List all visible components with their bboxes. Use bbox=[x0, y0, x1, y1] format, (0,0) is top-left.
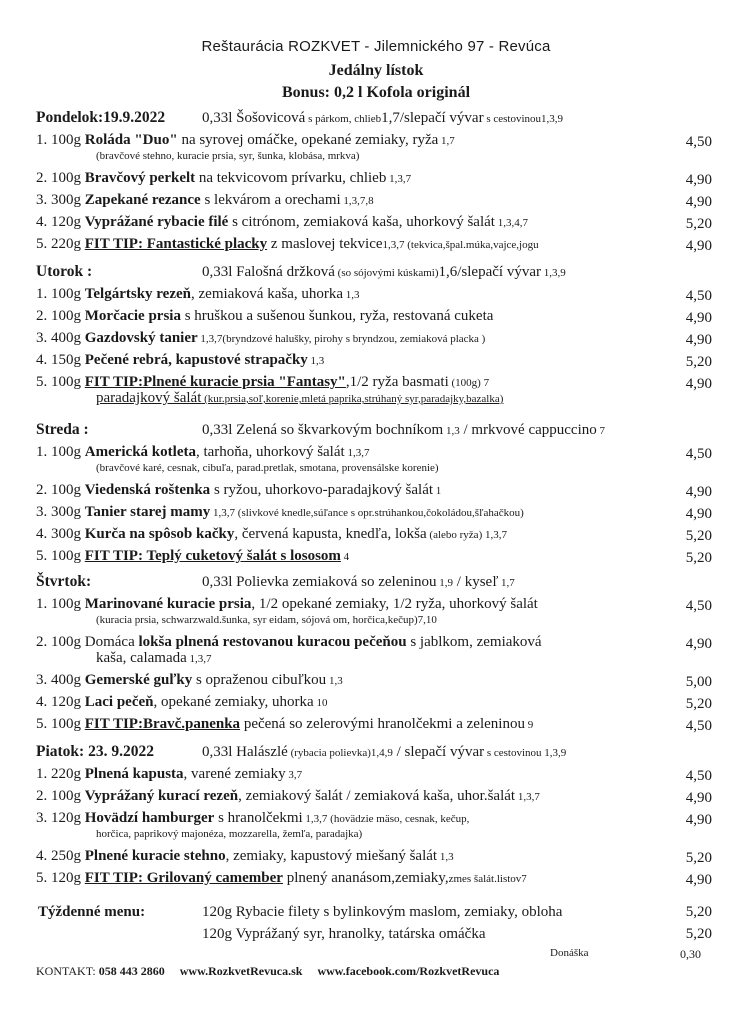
menu-item bbox=[36, 502, 726, 523]
soup-line bbox=[202, 742, 566, 763]
item-ingredients-text: (kur.prsia,soľ,korenie,mletá paprika,strúhaný syr,paradajky,bazalka) bbox=[201, 393, 504, 405]
menu-item bbox=[36, 350, 726, 371]
soup-note: (so sójovými kúskami) bbox=[334, 267, 439, 279]
item-price: 4,50 bbox=[685, 134, 712, 150]
soup-alt-note: s cestovinou 1,3,9 bbox=[484, 747, 567, 759]
item-name: Pečené rebrá, kapustové strapačky bbox=[84, 352, 308, 368]
item-allergens: 1,3,7(bryndzové halušky, pirohy s bryndzou, zemiaková placka ) bbox=[197, 333, 486, 345]
item-portion: 5. 220g bbox=[36, 236, 81, 252]
soup-note: 1,9 bbox=[436, 577, 454, 589]
item-ingredients bbox=[96, 612, 437, 628]
item-allergens: 3,7 bbox=[285, 769, 303, 781]
item-price: 4,90 bbox=[685, 376, 712, 392]
soup-line bbox=[202, 262, 566, 283]
item-allergens: 10 bbox=[313, 697, 328, 709]
item-name: Americká kotleta bbox=[84, 444, 196, 460]
item-allergens: 1,3 bbox=[343, 289, 360, 301]
bonus-line: Bonus: 0,2 l Kofola originál bbox=[281, 84, 471, 101]
item-portion: 2. 100g bbox=[36, 308, 81, 324]
item-allergens: 9 bbox=[524, 719, 534, 731]
item-ingredients-text: (kuracia prsia, schwarzwald.šunka, syr eidam, sójová om, horčica,kečup)7,10 bbox=[96, 614, 437, 626]
item-portion: 5. 100g bbox=[36, 374, 81, 390]
soup-name: Šošovicová bbox=[236, 110, 306, 126]
item-allergens: 1,3,7 (hovädzie mäso, cesnak, kečup, bbox=[302, 813, 470, 825]
item-name: Tanier starej mamy bbox=[84, 504, 211, 520]
menu-item bbox=[36, 212, 726, 233]
item-description: s jablkom, zemiaková bbox=[406, 634, 542, 650]
item-name: Laci pečeň bbox=[84, 694, 154, 710]
day-name: Štvrtok: bbox=[36, 573, 92, 590]
soup-amount: 0,33l bbox=[202, 574, 233, 590]
item-allergens: (100g) 7 bbox=[448, 377, 490, 389]
item-portion: 3. 120g bbox=[36, 810, 81, 826]
soup-name: Zelená so škvarkovým bochníkom bbox=[236, 422, 444, 438]
weekly-item-1-price: 5,20 bbox=[685, 904, 712, 920]
soup-alt-note: 7 bbox=[596, 425, 606, 437]
item-description: , červená kapusta, knedľa, lokša bbox=[234, 526, 427, 542]
contact-footer bbox=[36, 964, 499, 979]
soup-alt-note: s cestovinou1,3,9 bbox=[483, 113, 564, 125]
item-portion: 4. 300g bbox=[36, 526, 81, 542]
item-name: Telgártsky rezeň bbox=[84, 286, 191, 302]
soup-name: Halászlé bbox=[236, 744, 288, 760]
item-allergens: 1 bbox=[433, 485, 442, 497]
menu-item bbox=[36, 234, 726, 255]
item-name: Plnená kapusta bbox=[84, 766, 184, 782]
item-portion: 4. 150g bbox=[36, 352, 81, 368]
item-allergens: zmes šalát.listov7 bbox=[448, 873, 527, 885]
item-price: 4,50 bbox=[685, 288, 712, 304]
item-price: 5,20 bbox=[685, 550, 712, 566]
soup-name: Polievka zemiaková so zeleninou bbox=[236, 574, 437, 590]
item-price: 4,90 bbox=[685, 238, 712, 254]
menu-item bbox=[36, 306, 726, 327]
delivery-price: 0,30 bbox=[680, 947, 701, 961]
item-ingredients-text: (bravčové stehno, kuracie prsia, syr, šunka, klobása, mrkva) bbox=[96, 150, 360, 162]
soup-note: 1,3 bbox=[443, 425, 460, 437]
item-name: Gemerské guľky bbox=[84, 672, 193, 688]
item-description: ,1/2 ryža basmati bbox=[345, 374, 449, 390]
soup-alt: 1,6/slepačí vývar bbox=[438, 264, 541, 280]
item-price: 4,90 bbox=[685, 332, 712, 348]
item-allergens: (alebo ryža) 1,3,7 bbox=[426, 529, 507, 541]
item-name: Zapekané rezance bbox=[84, 192, 201, 208]
item-description: s hruškou a sušenou šunkou, ryža, restovaná cuketa bbox=[180, 308, 494, 324]
item-allergens: 1,3,7 bbox=[186, 653, 212, 665]
item-allergens: 1,3,7 bbox=[344, 447, 370, 459]
item-description: s citrónom, zemiaková kaša, uhorkový šalát bbox=[228, 214, 495, 230]
item-price: 5,20 bbox=[685, 528, 712, 544]
item-portion: 4. 120g bbox=[36, 214, 81, 230]
item-description: z maslovej tekvice bbox=[267, 236, 383, 252]
item-portion: 1. 100g bbox=[36, 286, 81, 302]
item-portion: 3. 300g bbox=[36, 504, 81, 520]
item-description: , opekané zemiaky, uhorka bbox=[153, 694, 314, 710]
day-name: Piatok: 23. 9.2022 bbox=[36, 743, 154, 760]
item-portion: 1. 220g bbox=[36, 766, 81, 782]
menu-item bbox=[36, 692, 726, 713]
menu-item bbox=[36, 480, 726, 501]
item-price: 4,90 bbox=[685, 506, 712, 522]
item-price: 5,20 bbox=[685, 850, 712, 866]
soup-line bbox=[202, 572, 515, 593]
item-name: FIT TIP: Grilovaný camember bbox=[84, 870, 283, 886]
menu-title: Jedálny lístok bbox=[328, 62, 424, 79]
item-price: 5,20 bbox=[685, 354, 712, 370]
day-name: Pondelok:19.9.2022 bbox=[36, 109, 166, 126]
item-portion: 3. 300g bbox=[36, 192, 81, 208]
item-price: 5,00 bbox=[685, 674, 712, 690]
soup-alt: / mrkvové cappuccino bbox=[459, 422, 597, 438]
menu-item bbox=[36, 764, 726, 785]
item-price: 4,90 bbox=[685, 790, 712, 806]
soup-note: s párkom, chlieb bbox=[305, 113, 382, 125]
item-portion: 2. 100g bbox=[36, 634, 81, 650]
item-allergens: 1,3,7 bbox=[386, 173, 412, 185]
menu-item bbox=[36, 546, 726, 567]
item-name: FIT TIP: Fantastické placky bbox=[84, 236, 268, 252]
menu-item bbox=[36, 868, 726, 889]
item-name: Plnené kuracie stehno bbox=[84, 848, 226, 864]
item-ingredients-text: (bravčové karé, cesnak, cibuľa, parad.pretlak, smotana, provensálske korenie) bbox=[96, 462, 439, 474]
soup-amount: 0,33l bbox=[202, 110, 233, 126]
item-name: Viedenská roštenka bbox=[84, 482, 211, 498]
item-ingredients bbox=[96, 390, 503, 407]
delivery-label: Donáška bbox=[550, 947, 589, 959]
item-description: , 1/2 opekané zemiaky, 1/2 ryža, uhorkový šalát bbox=[251, 596, 538, 612]
item-allergens: 1,3,7 (slivkové knedle,súľance s opr.strúhankou,čokoládou,šľahačkou) bbox=[210, 507, 524, 519]
item-name: FIT TIP:Plnené kuracie prsia "Fantasy" bbox=[84, 374, 346, 390]
item-name: Marinované kuracie prsia bbox=[84, 596, 252, 612]
item-allergens: 1,3,7 (tekvica,špal.múka,vajce,jogu bbox=[382, 239, 539, 251]
item-price: 4,50 bbox=[685, 768, 712, 784]
menu-item bbox=[36, 670, 726, 691]
item-allergens: 1,3,7,8 bbox=[340, 195, 374, 207]
menu-item bbox=[36, 846, 726, 867]
contact-phone[interactable]: 058 443 2860 bbox=[98, 964, 165, 978]
item-name: FIT TIP:Bravč.panenka bbox=[84, 716, 241, 732]
item-portion: 2. 100g bbox=[36, 788, 81, 804]
item-name: Vyprážané rybacie filé bbox=[84, 214, 229, 230]
item-name: Vyprážaný kurací rezeň bbox=[84, 788, 239, 804]
item-description: , zemiaky, kapustový miešaný šalát bbox=[225, 848, 438, 864]
item-allergens: 1,3,7 bbox=[515, 791, 540, 803]
weekly-item-2-price: 5,20 bbox=[685, 926, 712, 942]
item-portion: 1. 100g bbox=[36, 132, 81, 148]
menu-item bbox=[36, 190, 726, 211]
item-allergens: 1,3 bbox=[326, 675, 343, 687]
item-description: pečená so zelerovými hranolčekmi a zeleninou bbox=[240, 716, 525, 732]
item-portion: 1. 100g bbox=[36, 444, 81, 460]
item-description: na syrovej omáčke, opekané zemiaky, ryža bbox=[177, 132, 439, 148]
item-name: Gazdovský tanier bbox=[84, 330, 198, 346]
weekly-item-2: 120g Vyprážaný syr, hranolky, tatárska omáčka bbox=[202, 926, 486, 942]
item-allergens: 1,3 bbox=[307, 355, 325, 367]
item-price: 4,90 bbox=[685, 872, 712, 888]
item-portion: 4. 120g bbox=[36, 694, 81, 710]
item-description: na tekvicovom prívarku, chlieb bbox=[195, 170, 387, 186]
item-price: 4,50 bbox=[685, 718, 712, 734]
item-description: , zemiaková kaša, uhorka bbox=[191, 286, 344, 302]
menu-item bbox=[36, 714, 726, 735]
item-description: plnený ananásom,zemiaky, bbox=[282, 870, 449, 886]
item-description: , zemiakový šalát / zemiaková kaša, uhor.šalát bbox=[238, 788, 516, 804]
item-portion: 5. 100g bbox=[36, 548, 81, 564]
weekly-item-1: 120g Rybacie filety s bylinkovým maslom, zemiaky, obloha bbox=[202, 904, 563, 920]
item-description: s ryžou, uhorkovo-paradajkový šalát bbox=[210, 482, 434, 498]
item-portion: 3. 400g bbox=[36, 330, 81, 346]
soup-line bbox=[202, 108, 563, 129]
item-portion: 1. 100g bbox=[36, 596, 81, 612]
item-portion: 2. 100g bbox=[36, 170, 81, 186]
item-name: Morčacie prsia bbox=[84, 308, 181, 324]
item-price: 4,90 bbox=[685, 194, 712, 210]
item-price: 4,90 bbox=[685, 812, 712, 828]
item-price: 5,20 bbox=[685, 696, 712, 712]
facebook-link[interactable]: www.facebook.com/RozkvetRevuca bbox=[317, 964, 500, 978]
item-description: s lekvárom a orechami bbox=[200, 192, 341, 208]
menu-item bbox=[36, 524, 726, 545]
soup-alt-note: 1,7 bbox=[498, 577, 515, 589]
item-price: 5,20 bbox=[685, 216, 712, 232]
item-ingredients bbox=[96, 650, 212, 667]
item-price: 4,90 bbox=[685, 310, 712, 326]
item-allergens: 1,7 bbox=[438, 135, 455, 147]
contact-label: KONTAKT: bbox=[36, 964, 96, 978]
menu-item bbox=[36, 786, 726, 807]
item-portion: 4. 250g bbox=[36, 848, 81, 864]
item-description: s opraženou cibuľkou bbox=[192, 672, 327, 688]
item-name: FIT TIP: Teplý cuketový šalát s lososom bbox=[84, 548, 341, 564]
item-name: lokša plnená restovanou kuracou pečeňou bbox=[138, 634, 407, 650]
item-price: 4,50 bbox=[685, 598, 712, 614]
item-description: , tarhoňa, uhorkový šalát bbox=[195, 444, 345, 460]
day-name: Utorok : bbox=[36, 263, 93, 280]
soup-alt-note: 1,3,9 bbox=[540, 267, 566, 279]
menu-item bbox=[36, 168, 726, 189]
item-price: 4,90 bbox=[685, 172, 712, 188]
item-price: 4,50 bbox=[685, 446, 712, 462]
day-name: Streda : bbox=[36, 421, 89, 438]
menu-item bbox=[36, 284, 726, 305]
soup-amount: 0,33l bbox=[202, 744, 233, 760]
soup-line bbox=[202, 420, 605, 441]
item-price: 4,90 bbox=[685, 484, 712, 500]
soup-amount: 0,33l bbox=[202, 422, 233, 438]
item-portion: 2. 100g bbox=[36, 482, 81, 498]
soup-note: (rybacia polievka)1,4,9 bbox=[287, 747, 393, 759]
soup-alt: / kyseľ bbox=[453, 574, 499, 590]
item-continuation: kaša, calamada bbox=[96, 650, 187, 666]
soup-name: Falošná držková bbox=[236, 264, 335, 280]
item-price: 4,90 bbox=[685, 636, 712, 652]
soup-amount: 0,33l bbox=[202, 264, 233, 280]
item-portion: 5. 120g bbox=[36, 870, 81, 886]
item-allergens: 1,3 bbox=[437, 851, 454, 863]
item-ingredients bbox=[96, 148, 359, 164]
item-description: s hranolčekmi bbox=[214, 810, 303, 826]
website-link[interactable]: www.RozkvetRevuca.sk bbox=[179, 964, 303, 978]
item-name: Kurča na spôsob kačky bbox=[84, 526, 235, 542]
restaurant-header: Reštaurácia ROZKVET - Jilemnického 97 - Revúca bbox=[201, 38, 551, 55]
item-name: Bravčový perkelt bbox=[84, 170, 196, 186]
soup-alt: 1,7/slepačí vývar bbox=[381, 110, 484, 126]
item-description: , varené zemiaky bbox=[183, 766, 286, 782]
item-name-prefix: Domáca bbox=[84, 634, 139, 650]
item-ingredients-text: horčica, paprikový majonéza, mozzarella, žemľa, paradajka) bbox=[96, 828, 363, 840]
item-portion: 5. 100g bbox=[36, 716, 81, 732]
item-ingredients bbox=[96, 460, 439, 476]
item-allergens: 4 bbox=[340, 551, 350, 563]
soup-alt: / slepačí vývar bbox=[392, 744, 485, 760]
item-ingredients bbox=[96, 826, 362, 842]
item-side: paradajkový šalát bbox=[96, 390, 202, 406]
weekly-menu-label: Týždenné menu: bbox=[38, 904, 146, 920]
item-name: Roláda "Duo" bbox=[84, 132, 178, 148]
menu-item bbox=[36, 328, 726, 349]
item-allergens: 1,3,4,7 bbox=[494, 217, 528, 229]
item-name: Hovädzí hamburger bbox=[84, 810, 215, 826]
item-portion: 3. 400g bbox=[36, 672, 81, 688]
